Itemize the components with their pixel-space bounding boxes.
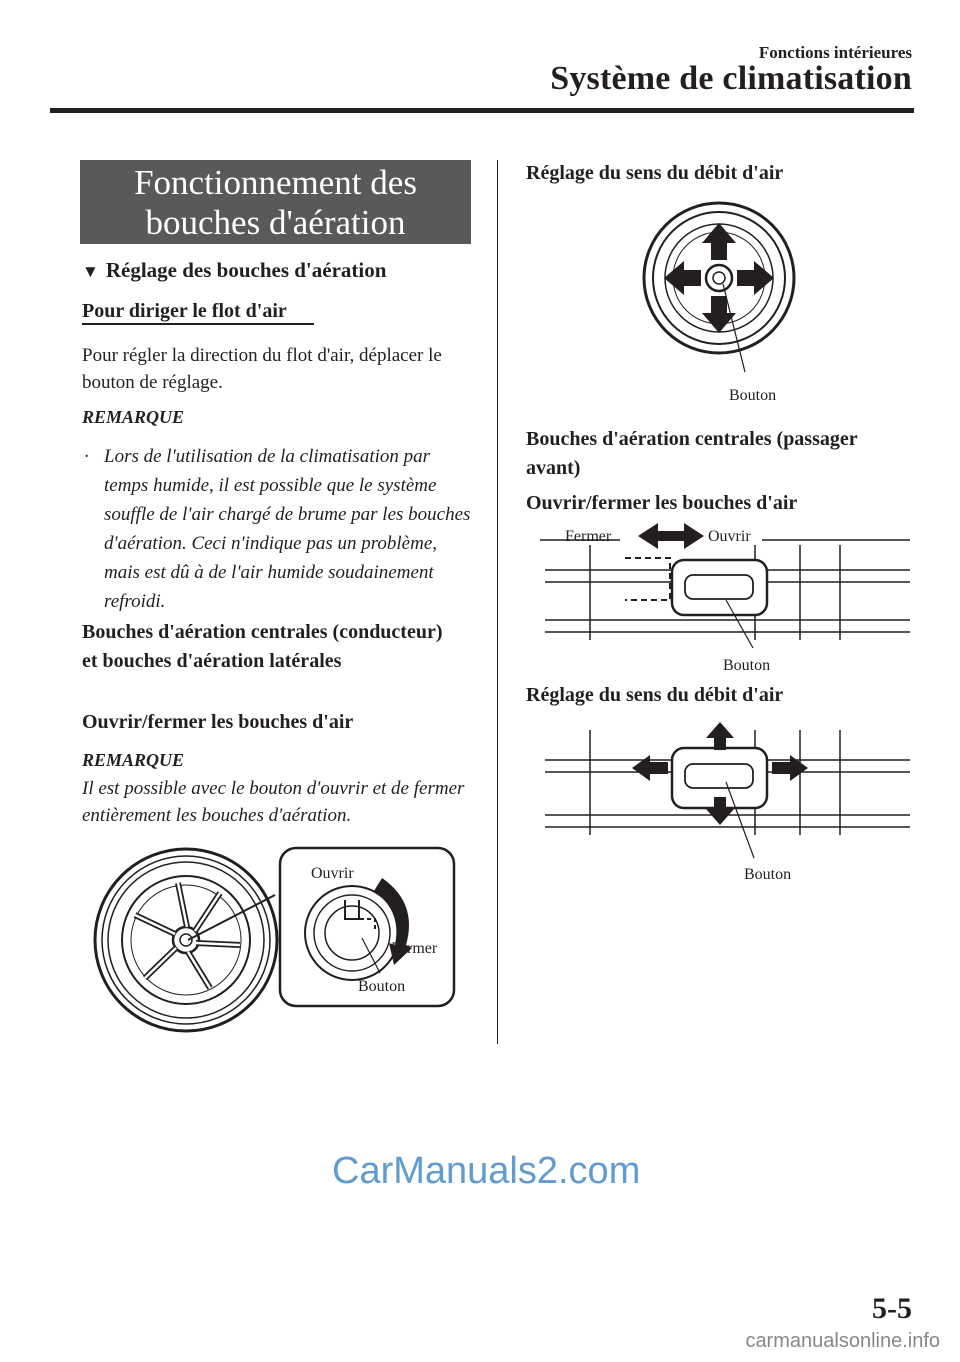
triangle-down-icon: ▼ xyxy=(82,262,99,281)
heading-central-driver: Bouches d'aération centrales (conducteur) et bouches d'aération latérales xyxy=(82,621,443,672)
subheading: Pour diriger le flot d'air xyxy=(82,300,287,322)
leader-line xyxy=(723,284,745,372)
round-vent-direction-figure xyxy=(625,200,815,410)
round-vent-dial-figure xyxy=(90,845,470,1035)
label-button: Bouton xyxy=(358,978,406,995)
subheading-underline xyxy=(82,323,314,325)
label-close: Fermer xyxy=(391,940,438,957)
label-button: Bouton xyxy=(723,657,771,674)
rect-vent-direction-illustration xyxy=(545,730,910,835)
note-text-2: Il est possible avec le bouton d'ouvrir et de fermer entièrement les bouches d'aération. xyxy=(82,778,465,826)
heading-open-close: Ouvrir/fermer les bouches d'air xyxy=(82,711,354,733)
note-heading-2: REMARQUE xyxy=(82,750,185,770)
slide-arrow-icon xyxy=(638,523,704,549)
note-heading: REMARQUE xyxy=(82,407,185,427)
intro-paragraph: Pour régler la direction du flot d'air, déplacer le bouton de réglage. xyxy=(82,345,442,393)
page-number: 5-5 xyxy=(872,1292,912,1325)
section-banner xyxy=(80,160,471,244)
label-open: Ouvrir xyxy=(708,528,751,545)
footer-url[interactable]: carmanualsonline.info xyxy=(745,1330,940,1352)
heading-central-passenger: Bouches d'aération centrales (passager avant) xyxy=(526,428,858,479)
note-list-item xyxy=(84,442,476,616)
heading-direction: Réglage du sens du débit d'air xyxy=(526,162,784,184)
section-heading-text: Réglage des bouches d'aération xyxy=(105,258,387,282)
heading-direction-2: Réglage du sens du débit d'air xyxy=(526,684,784,706)
banner-line-1: Fonctionnement des xyxy=(134,163,417,202)
page-title: Système de climatisation xyxy=(550,60,912,97)
rect-vent-open-close-figure xyxy=(540,520,915,680)
section-heading xyxy=(82,258,386,283)
label-open: Ouvrir xyxy=(311,865,354,882)
bullet: · xyxy=(84,446,89,467)
banner-line-2: bouches d'aération xyxy=(145,203,406,242)
label-button: Bouton xyxy=(729,387,777,404)
column-divider xyxy=(497,160,498,1044)
note-text: Lors de l'utilisation de la climatisation par temps humide, il est possible que le système souffle de l'air chargé de brume par les bouches d'aération. Ceci n'indique pas un problème, mais est dû à de l'air humide soudainement refroidi. xyxy=(104,446,471,612)
rect-vent-illustration xyxy=(540,540,910,640)
watermark: CarManuals2.com xyxy=(332,1150,641,1192)
rect-vent-direction-figure xyxy=(540,720,915,890)
round-vent-illustration xyxy=(95,849,277,1031)
label-close: Fermer xyxy=(565,528,612,545)
heading-open-close-right: Ouvrir/fermer les bouches d'air xyxy=(526,492,798,514)
chapter-label: Fonctions intérieures xyxy=(758,43,912,62)
label-button: Bouton xyxy=(744,866,792,883)
header-rule xyxy=(50,108,914,113)
